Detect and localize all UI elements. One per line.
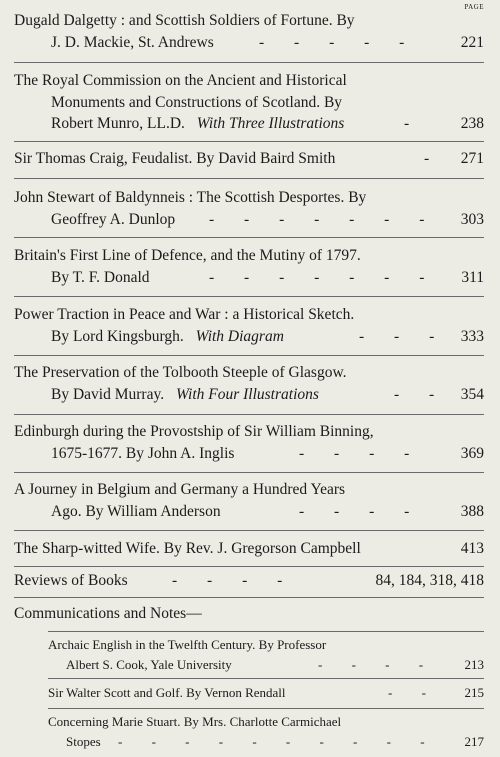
page-number: 221	[460, 33, 484, 51]
entry-author: Stopes	[66, 734, 101, 749]
toc-entry	[14, 10, 484, 53]
divider	[14, 62, 484, 63]
entry-illustrations: With Four Illustrations	[175, 385, 319, 403]
leader-dashes: - - - - - - - - - -	[118, 734, 438, 749]
entry-title: The Preservation of the Tolbooth Steeple of Glasgow.	[14, 364, 347, 381]
page-number: 217	[464, 734, 484, 749]
entry-title: John Stewart of Baldynneis : The Scottish Desportes. By	[14, 189, 367, 206]
entry-title: Dugald Dalgetty : and Scottish Soldiers of Fortune. By	[14, 12, 355, 29]
entry-author: By David Murray.	[51, 385, 165, 403]
entry-title: The Sharp-witted Wife. By Rev. J. Gregorson Campbell	[14, 540, 361, 557]
leader-dashes: -	[404, 115, 423, 132]
divider	[14, 472, 484, 473]
toc-entry	[14, 603, 484, 625]
toc-entry	[14, 148, 484, 170]
divider	[48, 631, 484, 632]
divider	[14, 237, 484, 238]
page-column-header: PAGE	[464, 3, 484, 11]
entry-title: Concerning Marie Stuart. By Mrs. Charlotte Carmichael	[48, 714, 342, 729]
page-number: 238	[460, 115, 484, 132]
page-number: 303	[460, 210, 484, 228]
entry-title-cont: Monuments and Constructions of Scotland. By	[51, 93, 343, 111]
toc-entry	[14, 245, 484, 288]
toc-entry	[14, 538, 484, 560]
divider	[14, 178, 484, 179]
entry-author: By Lord Kingsburgh.	[51, 327, 184, 345]
toc-sub-entry	[48, 712, 484, 752]
page-number: 413	[460, 540, 484, 557]
entry-title: Sir Walter Scott and Golf. By Vernon Rendall	[48, 685, 286, 700]
entry-author: Ago. By William Anderson	[51, 502, 221, 520]
page-number: 388	[460, 502, 484, 520]
toc-sub-entry	[48, 683, 484, 703]
toc-entry	[14, 187, 484, 230]
page-number: 271	[460, 150, 484, 167]
entry-author: J. D. Mackie, St. Andrews	[51, 33, 214, 51]
divider	[14, 355, 484, 356]
page-number: 333	[460, 327, 484, 345]
page-number: 369	[460, 444, 484, 462]
divider	[48, 678, 484, 679]
entry-title: Power Traction in Peace and War : a Historical Sketch.	[14, 306, 355, 323]
page-number: 311	[461, 268, 484, 286]
divider	[14, 566, 484, 567]
page-number: 354	[460, 385, 484, 403]
entry-author: By T. F. Donald	[51, 268, 150, 286]
entry-author: Albert S. Cook, Yale University	[66, 657, 232, 672]
entry-author: 1675-1677. By John A. Inglis	[51, 444, 235, 462]
toc-entry	[14, 362, 484, 405]
leader-dashes: - - - -	[172, 572, 296, 589]
entry-title: Sir Thomas Craig, Feudalist. By David Baird Smith	[14, 150, 336, 167]
leader-dashes: - -	[388, 685, 439, 700]
entry-author: Geoffrey A. Dunlop	[51, 210, 176, 228]
entry-illustrations: With Diagram	[195, 327, 284, 345]
entry-title: Edinburgh during the Provostship of Sir William Binning,	[14, 423, 374, 440]
entry-title: Britain's First Line of Defence, and the Mutiny of 1797.	[14, 247, 361, 264]
entry-title: Archaic English in the Twelfth Century. By Professor	[48, 637, 327, 652]
divider	[48, 708, 484, 709]
leader-dashes: - - - -	[318, 657, 437, 672]
toc-entry	[14, 421, 484, 464]
leader-dashes: - - -	[359, 327, 448, 345]
divider	[14, 141, 484, 142]
entry-author: Robert Munro, LL.D.	[51, 115, 185, 132]
divider	[14, 530, 484, 531]
toc-entry	[14, 304, 484, 347]
leader-dashes: - - - - -	[259, 33, 418, 51]
leader-dashes: - -	[394, 385, 448, 403]
divider	[14, 296, 484, 297]
divider	[14, 597, 484, 598]
toc-entry	[14, 570, 484, 592]
leader-dashes: - - - -	[299, 502, 423, 520]
leader-dashes: - - - - - - -	[209, 268, 438, 286]
section-heading: Communications and Notes—	[14, 605, 202, 622]
entry-illustrations: With Three Illustrations	[196, 115, 345, 132]
toc-entry	[14, 479, 484, 522]
entry-title: A Journey in Belgium and Germany a Hundred Years	[14, 481, 346, 498]
page-number: 84, 184, 318, 418	[375, 572, 484, 589]
page-number: 215	[464, 685, 484, 700]
entry-title: The Royal Commission on the Ancient and Historical	[14, 72, 347, 89]
leader-dashes: - - - - - - -	[209, 210, 438, 228]
entry-title: Reviews of Books	[14, 572, 128, 589]
leader-dashes: -	[424, 150, 443, 167]
divider	[14, 414, 484, 415]
toc-entry	[14, 70, 484, 135]
page-number: 213	[464, 657, 484, 672]
leader-dashes: - - - -	[299, 444, 423, 462]
toc-sub-entry	[48, 635, 484, 675]
